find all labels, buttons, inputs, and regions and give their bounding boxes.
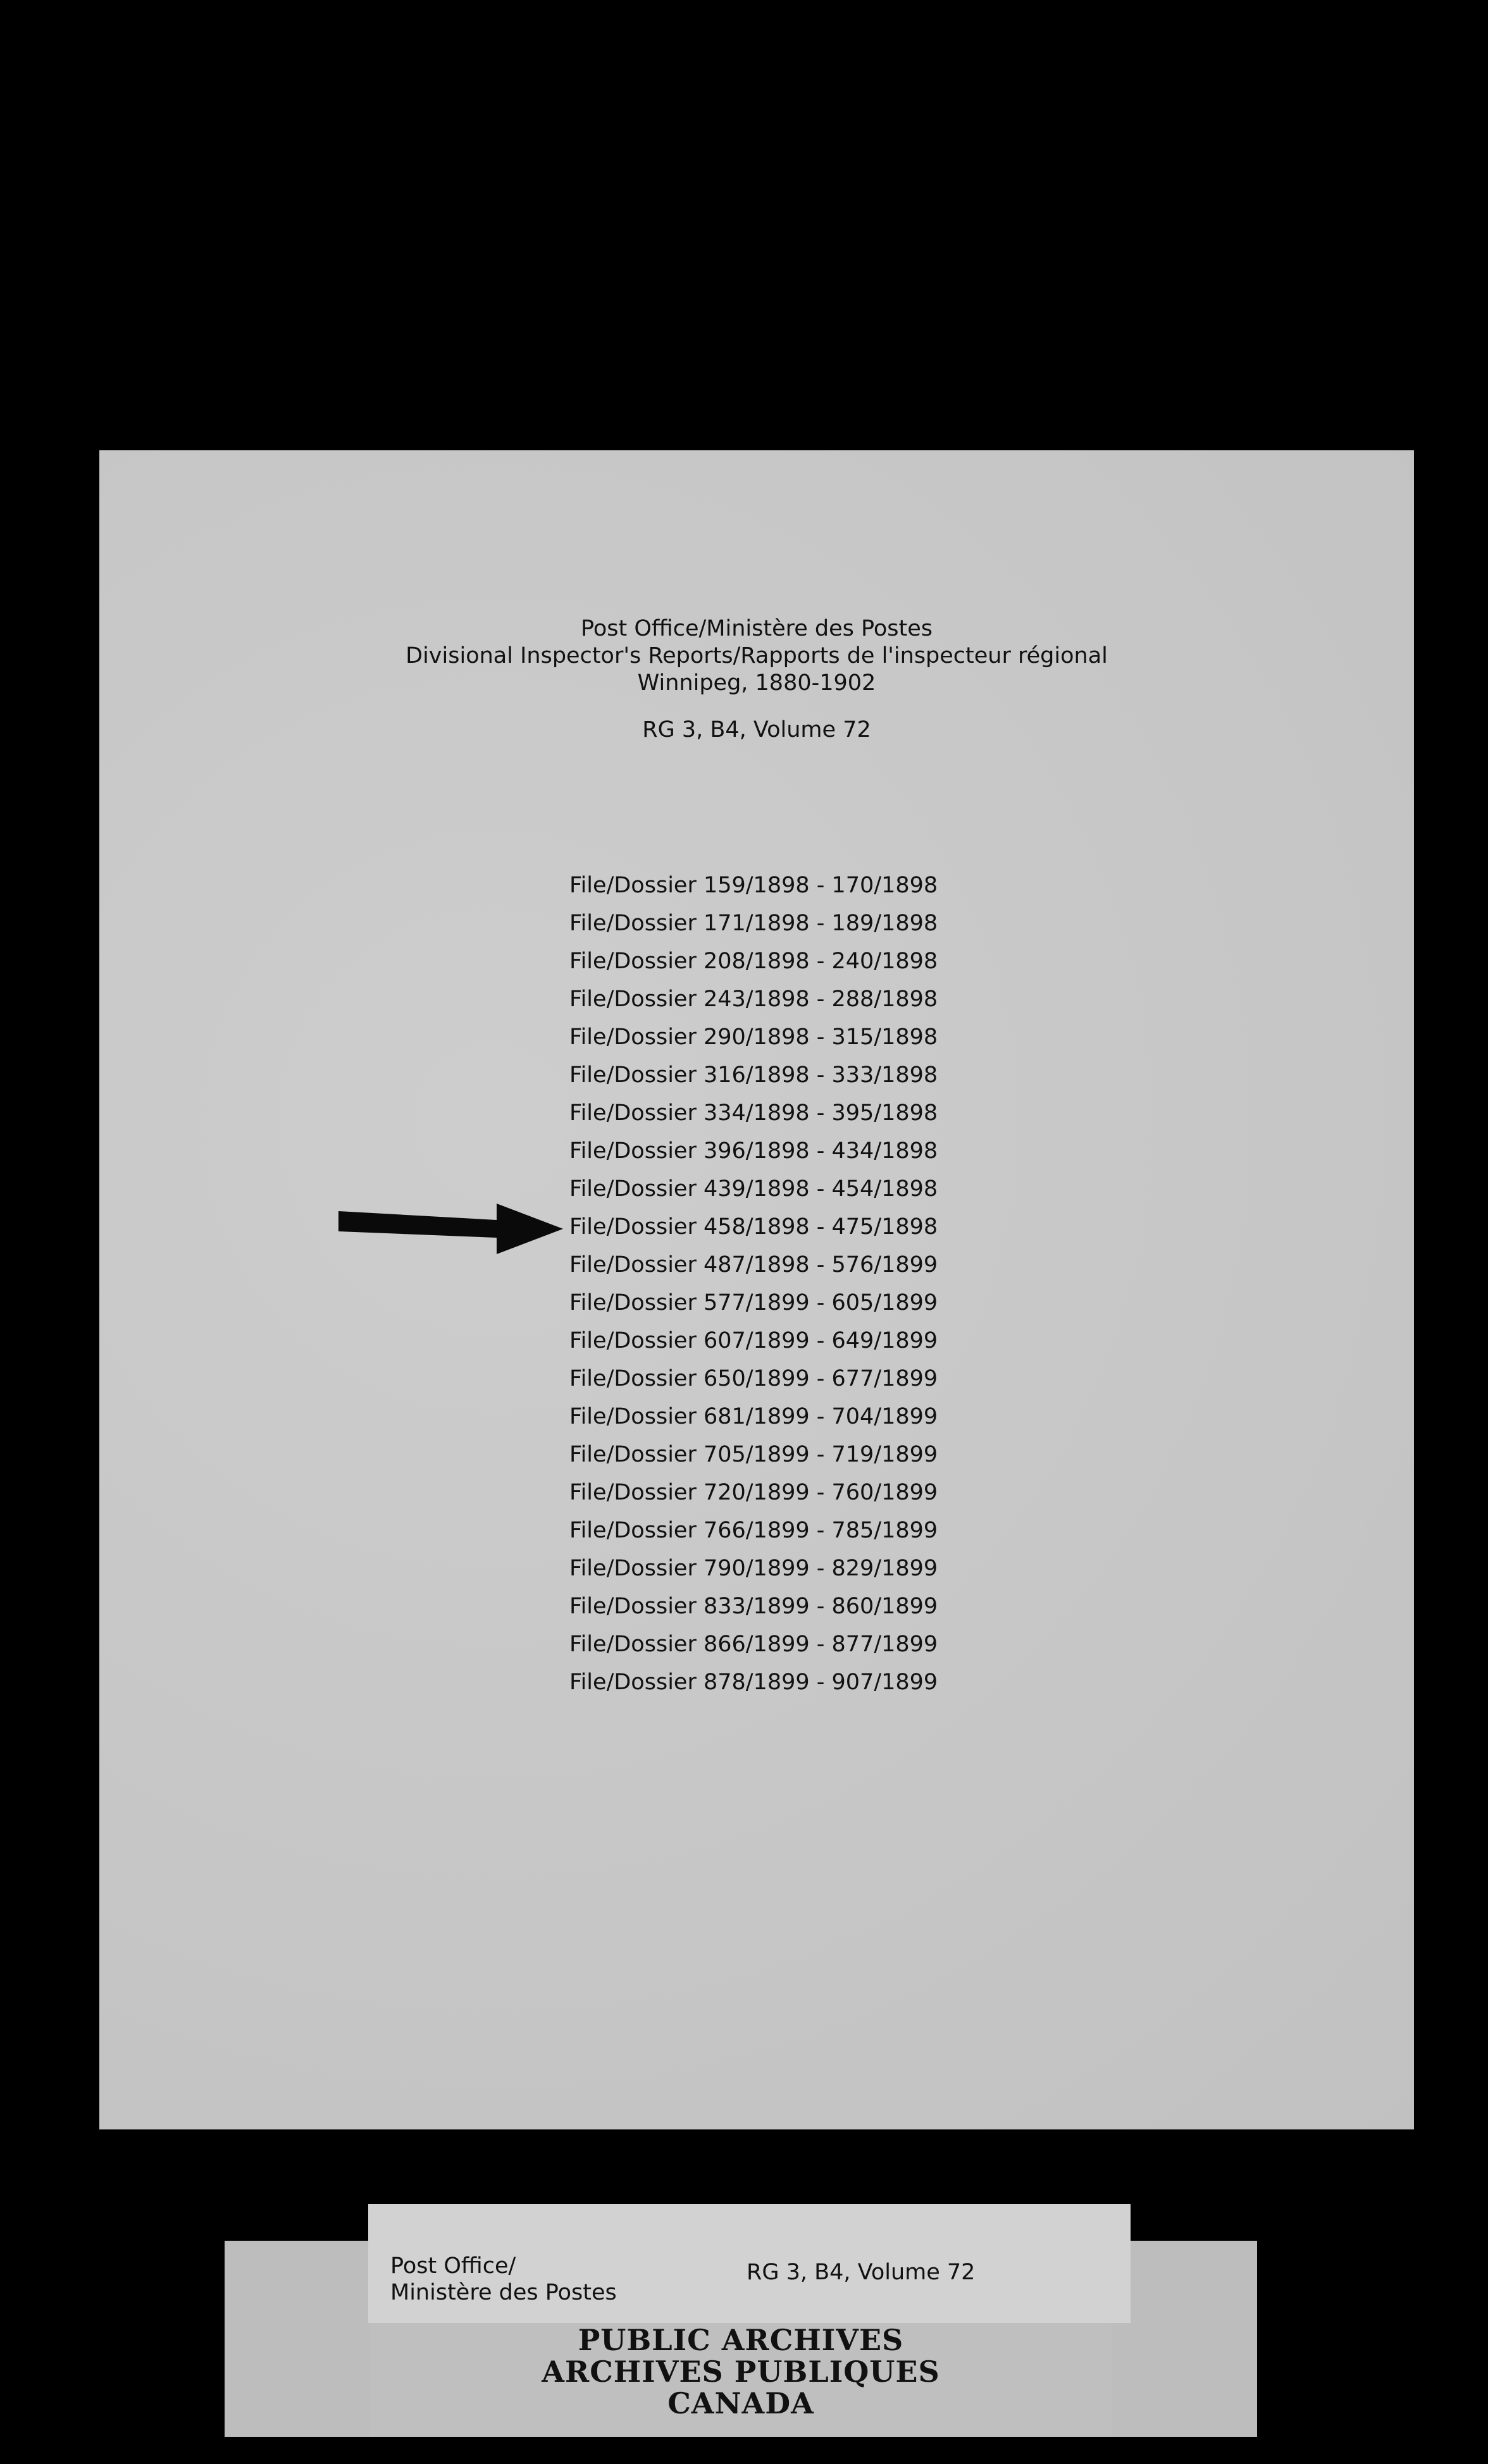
- file-range-item: File/Dossier 681/1899 - 704/1899: [569, 1404, 938, 1429]
- file-range-item: File/Dossier 650/1899 - 677/1899: [569, 1366, 938, 1391]
- file-range-item: File/Dossier 316/1898 - 333/1898: [569, 1063, 938, 1088]
- label-line-2: Ministère des Postes: [390, 2280, 617, 2305]
- header-place-dates: Winnipeg, 1880-1902: [637, 670, 876, 696]
- file-range-item: File/Dossier 790/1899 - 829/1899: [569, 1556, 938, 1581]
- file-range-item: File/Dossier 208/1898 - 240/1898: [569, 949, 938, 974]
- file-range-item: File/Dossier 720/1899 - 760/1899: [569, 1480, 938, 1505]
- file-range-item: File/Dossier 334/1898 - 395/1898: [569, 1100, 938, 1126]
- file-range-item: File/Dossier 487/1898 - 576/1899: [569, 1252, 938, 1278]
- file-range-item: File/Dossier 878/1899 - 907/1899: [569, 1670, 938, 1695]
- file-range-item: File/Dossier 290/1898 - 315/1898: [569, 1025, 938, 1050]
- stamp-line-2: ARCHIVES PUBLIQUES: [542, 2355, 940, 2389]
- stamp-panel: [370, 2317, 1112, 2437]
- file-range-item: File/Dossier 171/1898 - 189/1898: [569, 911, 938, 936]
- file-range-item: File/Dossier 577/1899 - 605/1899: [569, 1290, 938, 1315]
- header-title: Post Office/Ministère des Postes: [580, 616, 933, 641]
- label-reference: RG 3, B4, Volume 72: [747, 2260, 976, 2285]
- file-range-item-marked: File/Dossier 458/1898 - 475/1898: [569, 1214, 938, 1240]
- file-range-item: File/Dossier 766/1899 - 785/1899: [569, 1518, 938, 1543]
- file-range-item: File/Dossier 607/1899 - 649/1899: [569, 1328, 938, 1353]
- header-reference: RG 3, B4, Volume 72: [642, 717, 871, 742]
- volume-label-card: [368, 2204, 1131, 2323]
- label-line-1: Post Office/: [390, 2253, 516, 2279]
- stamp-line-3: CANADA: [667, 2386, 814, 2420]
- stamp-line-1: PUBLIC ARCHIVES: [578, 2323, 904, 2357]
- header-subtitle: Divisional Inspector's Reports/Rapports de l'inspecteur régional: [406, 643, 1108, 668]
- file-range-item: File/Dossier 866/1899 - 877/1899: [569, 1632, 938, 1657]
- file-range-item: File/Dossier 439/1898 - 454/1898: [569, 1176, 938, 1202]
- file-list: [569, 866, 938, 1701]
- file-range-item: File/Dossier 243/1898 - 288/1898: [569, 987, 938, 1012]
- file-range-item: File/Dossier 705/1899 - 719/1899: [569, 1442, 938, 1467]
- file-range-item: File/Dossier 833/1899 - 860/1899: [569, 1594, 938, 1619]
- file-range-item: File/Dossier 396/1898 - 434/1898: [569, 1138, 938, 1164]
- arrow-right-icon: [338, 1192, 566, 1262]
- file-range-item: File/Dossier 159/1898 - 170/1898: [569, 873, 938, 898]
